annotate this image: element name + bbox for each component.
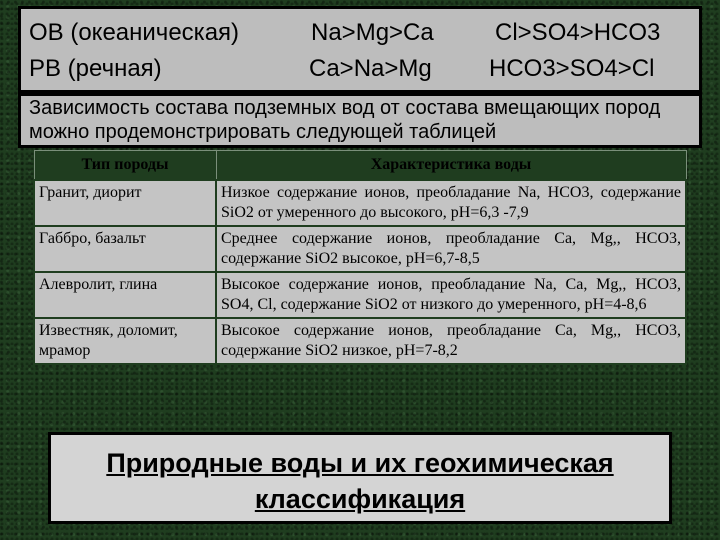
river-water-cations: Ca>Na>Mg [309,55,432,82]
rock-type-cell: Известняк, доломит, мрамор [34,318,216,364]
rock-water-table [33,150,687,365]
rock-type-cell: Габбро, базальт [34,226,216,272]
water-characteristic-cell: Низкое содержание ионов, преобладание Na, HCO3, содержание SiO2 от умеренного до высокого, pH=6,3 -7,9 [216,180,686,226]
water-characteristic-cell: Среднее содержание ионов, преобладание Ca, Mg,, HCO3, содержание SiO2 высокое, pH=6,7-8,5 [216,226,686,272]
intro-text: Зависимость состава подземных вод от состава вмещающих пород можно продемонстрировать следующей таблицей [18,93,702,148]
column-header-rock-type: Тип породы [34,151,216,181]
ocean-water-label: ОВ (океаническая) [29,19,240,46]
river-water-label: РВ (речная) [29,55,162,82]
river-water-anions: HCO3>SO4>Cl [489,55,655,82]
water-characteristic-cell: Высокое содержание ионов, преобладание Na, Ca, Mg,, HCO3, SO4, Cl, содержание SiO2 от низкого до умеренного, pH=4-8,6 [216,272,686,318]
slide-title: Природные воды и их геохимическая классификация [48,432,672,524]
table-row [34,180,686,226]
table-row [34,272,686,318]
ion-ratio-box [18,6,702,93]
rock-type-cell: Гранит, диорит [34,180,216,226]
table-row [34,318,686,364]
table-header-row [34,151,686,181]
ocean-water-cations: Na>Mg>Ca [311,19,434,46]
rock-type-cell: Алевролит, глина [34,272,216,318]
column-header-water-characteristic: Характеристика воды [216,151,686,181]
table-row [34,226,686,272]
ocean-water-anions: Cl>SO4>HCO3 [495,19,661,46]
water-characteristic-cell: Высокое содержание ионов, преобладание Ca, Mg,, HCO3, содержание SiO2 низкое, pH=7-8,2 [216,318,686,364]
